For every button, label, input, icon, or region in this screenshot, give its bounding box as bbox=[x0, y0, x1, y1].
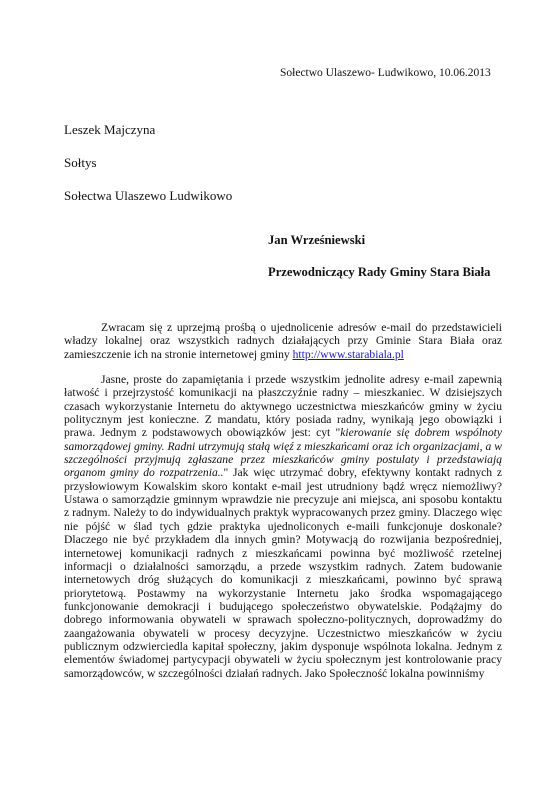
statute-quote: kierowanie się dobrem wspólnoty samorządowej gminy. Radni utrzymują stałą więź z mieszkańcami oraz ich organizacjami, a w szczególności przyjmują zgłaszane przez mieszkańców gminy postulaty i przedstawiają organom gminy do rozpatrzenia.. bbox=[64, 426, 502, 480]
justification-text-end: " Jak więc utrzymać dobry, efektywny kontakt radnych z przysłowiowym Kowalskim skoro kontakt e-mail jest utrudniony bądź wręcz niemożliwy? Ustawa o samorządzie gminnym wprawdzie nie precyzuje ani miejsca, ani sposobu kontaktu z radnym. Należy to do indywidualnych praktyk wypracowanych przez gminy. Dlaczego więc nie pójść w ślad tych gdzie praktyka ujednoliconych e-maili funkcjonuje doskonale? Dlaczego nie być przykładem dla innych gmin? Motywacją do rozwijania bezpośredniej, internetowej komunikacji radnych z mieszkańcami powinna być możliwość rzetelnej informacji o działalności samorządu, a przede wszystkim radnych. Zatem budowanie internetowych dróg służących do komunikacji z mieszkańcami, powinno być sprawą priorytetową. Postawmy na wykorzystanie Internetu jako środka wspomagającego funkcjonowanie demokracji i budującego społeczeństwo obywatelskie. Podążajmy do dobrego informowania obywateli w sprawach społeczno-politycznych, doprowadźmy do zaangażowania obywateli w procesy decyzyjne. Uczestnictwo mieszkańców w życiu publicznym odzwierciedla kapitał społeczny, jakim dysponuje wspólnota lokalna. Jednym z elementów świadomej partycypacji obywateli w życiu społecznym jest kontrolowanie pracy samorządowców, w szczególności działań radnych. Jako Społeczność lokalna powinniśmy bbox=[64, 466, 502, 680]
gmina-website-link[interactable]: http://www.starabiala.pl bbox=[292, 347, 404, 361]
justification-text-start: Jasne, proste do zapamiętania i przede wszystkim jednolite adresy e-mail zapewnią łatwość i przejrzystość komunikacji na płaszczyźnie radny – mieszkaniec. W dzisiejszych czasach wykorzystanie Internetu do aktywnego uczestnictwa mieszkańców gminy w życiu politycznym jest konieczne. Z mandatu, który posiada radny, wynikają jego obowiązki i prawa. Jednym z podstawowych obowiązków jest: cyt " bbox=[64, 373, 502, 440]
sender-block bbox=[64, 122, 232, 221]
recipient-name: Jan Wrześniewski bbox=[268, 233, 366, 247]
recipient-title: Przewodniczący Rady Gminy Stara Biała bbox=[268, 265, 491, 279]
place-date: Sołectwo Ulaszewo- Ludwikowo, 10.06.2013 bbox=[280, 67, 491, 79]
sender-organization: Sołectwa Ulaszewo Ludwikowo bbox=[64, 188, 233, 203]
sender-name: Leszek Majczyna bbox=[64, 122, 156, 137]
paragraph-request bbox=[64, 321, 502, 361]
letter-body bbox=[64, 321, 502, 692]
sender-role: Sołtys bbox=[64, 155, 97, 170]
paragraph-justification bbox=[64, 373, 502, 680]
recipient-block bbox=[268, 233, 490, 297]
paragraph-request-text: Zwracam się z uprzejmą prośbą o ujednolicenie adresów e-mail do przedstawicieli władzy lokalnej oraz wszystkich radnych działających przy Gminie Stara Biała oraz zamieszczenie ich na stronie internetowej gminy bbox=[64, 321, 502, 361]
